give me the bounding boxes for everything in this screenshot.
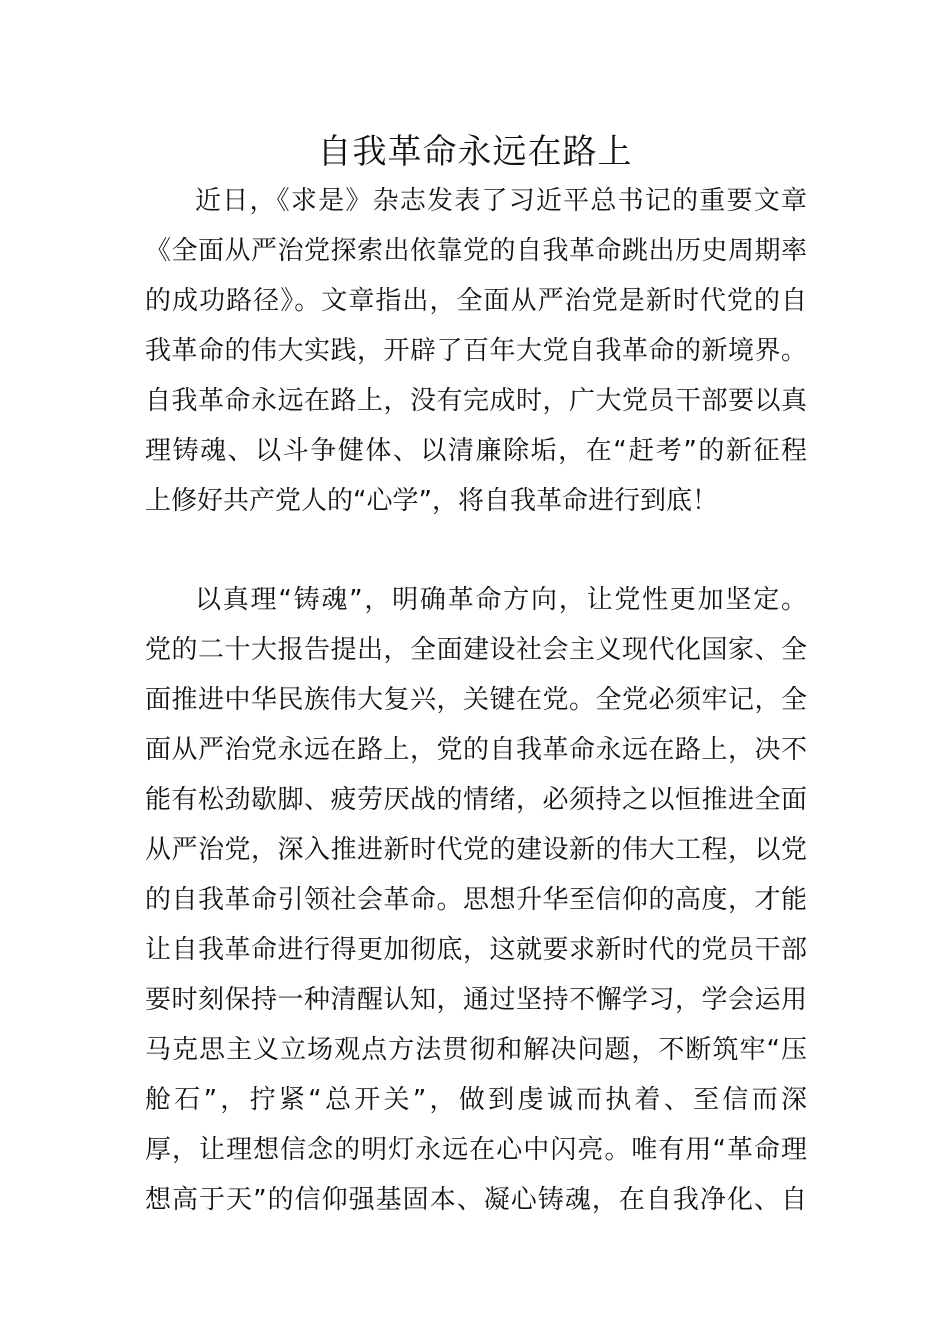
paragraph-line: 我革命的伟大实践，开辟了百年大党自我革命的新境界。 bbox=[145, 336, 807, 366]
paragraph-line: 以真理“铸魂”，明确革命方向，让党性更加坚定。 bbox=[195, 585, 807, 615]
paragraph-line: 马克思主义立场观点方法贯彻和解决问题，不断筑牢“压 bbox=[145, 1035, 807, 1065]
paragraph-line: 上修好共产党人的“心学”，将自我革命进行到底！ bbox=[145, 486, 718, 516]
paragraph-line: 自我革命永远在路上，没有完成时，广大党员干部要以真 bbox=[145, 386, 807, 416]
paragraph-line: 厚，让理想信念的明灯永远在心中闪亮。唯有用“革命理 bbox=[145, 1135, 807, 1165]
paragraph-line: 的成功路径》。文章指出，全面从严治党是新时代党的自 bbox=[145, 286, 807, 316]
paragraph-line: 近日，《求是》杂志发表了习近平总书记的重要文章 bbox=[195, 186, 807, 216]
paragraph-line: 《全面从严治党探索出依靠党的自我革命跳出历史周期率 bbox=[145, 236, 807, 266]
paragraph-line: 理铸魂、以斗争健体、以清廉除垢，在“赶考”的新征程 bbox=[145, 436, 807, 466]
paragraph-line: 的自我革命引领社会革命。思想升华至信仰的高度，才能 bbox=[145, 885, 807, 915]
paragraph-line: 想高于天”的信仰强基固本、凝心铸魂，在自我净化、自 bbox=[145, 1185, 807, 1215]
paragraph-line: 面从严治党永远在路上，党的自我革命永远在路上，决不 bbox=[145, 735, 807, 765]
paragraph-line: 面推进中华民族伟大复兴，关键在党。全党必须牢记，全 bbox=[145, 685, 807, 715]
paragraph-line: 让自我革命进行得更加彻底，这就要求新时代的党员干部 bbox=[145, 935, 807, 965]
paragraph-line: 从严治党，深入推进新时代党的建设新的伟大工程，以党 bbox=[145, 835, 807, 865]
paragraph-line: 要时刻保持一种清醒认知，通过坚持不懈学习，学会运用 bbox=[145, 985, 807, 1015]
paragraph-line: 舱石”，拧紧“总开关”，做到虔诚而执着、至信而深 bbox=[145, 1085, 807, 1115]
document-title: 自我革命永远在路上 bbox=[317, 132, 633, 172]
paragraph-line: 能有松劲歇脚、疲劳厌战的情绪，必须持之以恒推进全面 bbox=[145, 785, 807, 815]
paragraph-line: 党的二十大报告提出，全面建设社会主义现代化国家、全 bbox=[145, 635, 807, 665]
